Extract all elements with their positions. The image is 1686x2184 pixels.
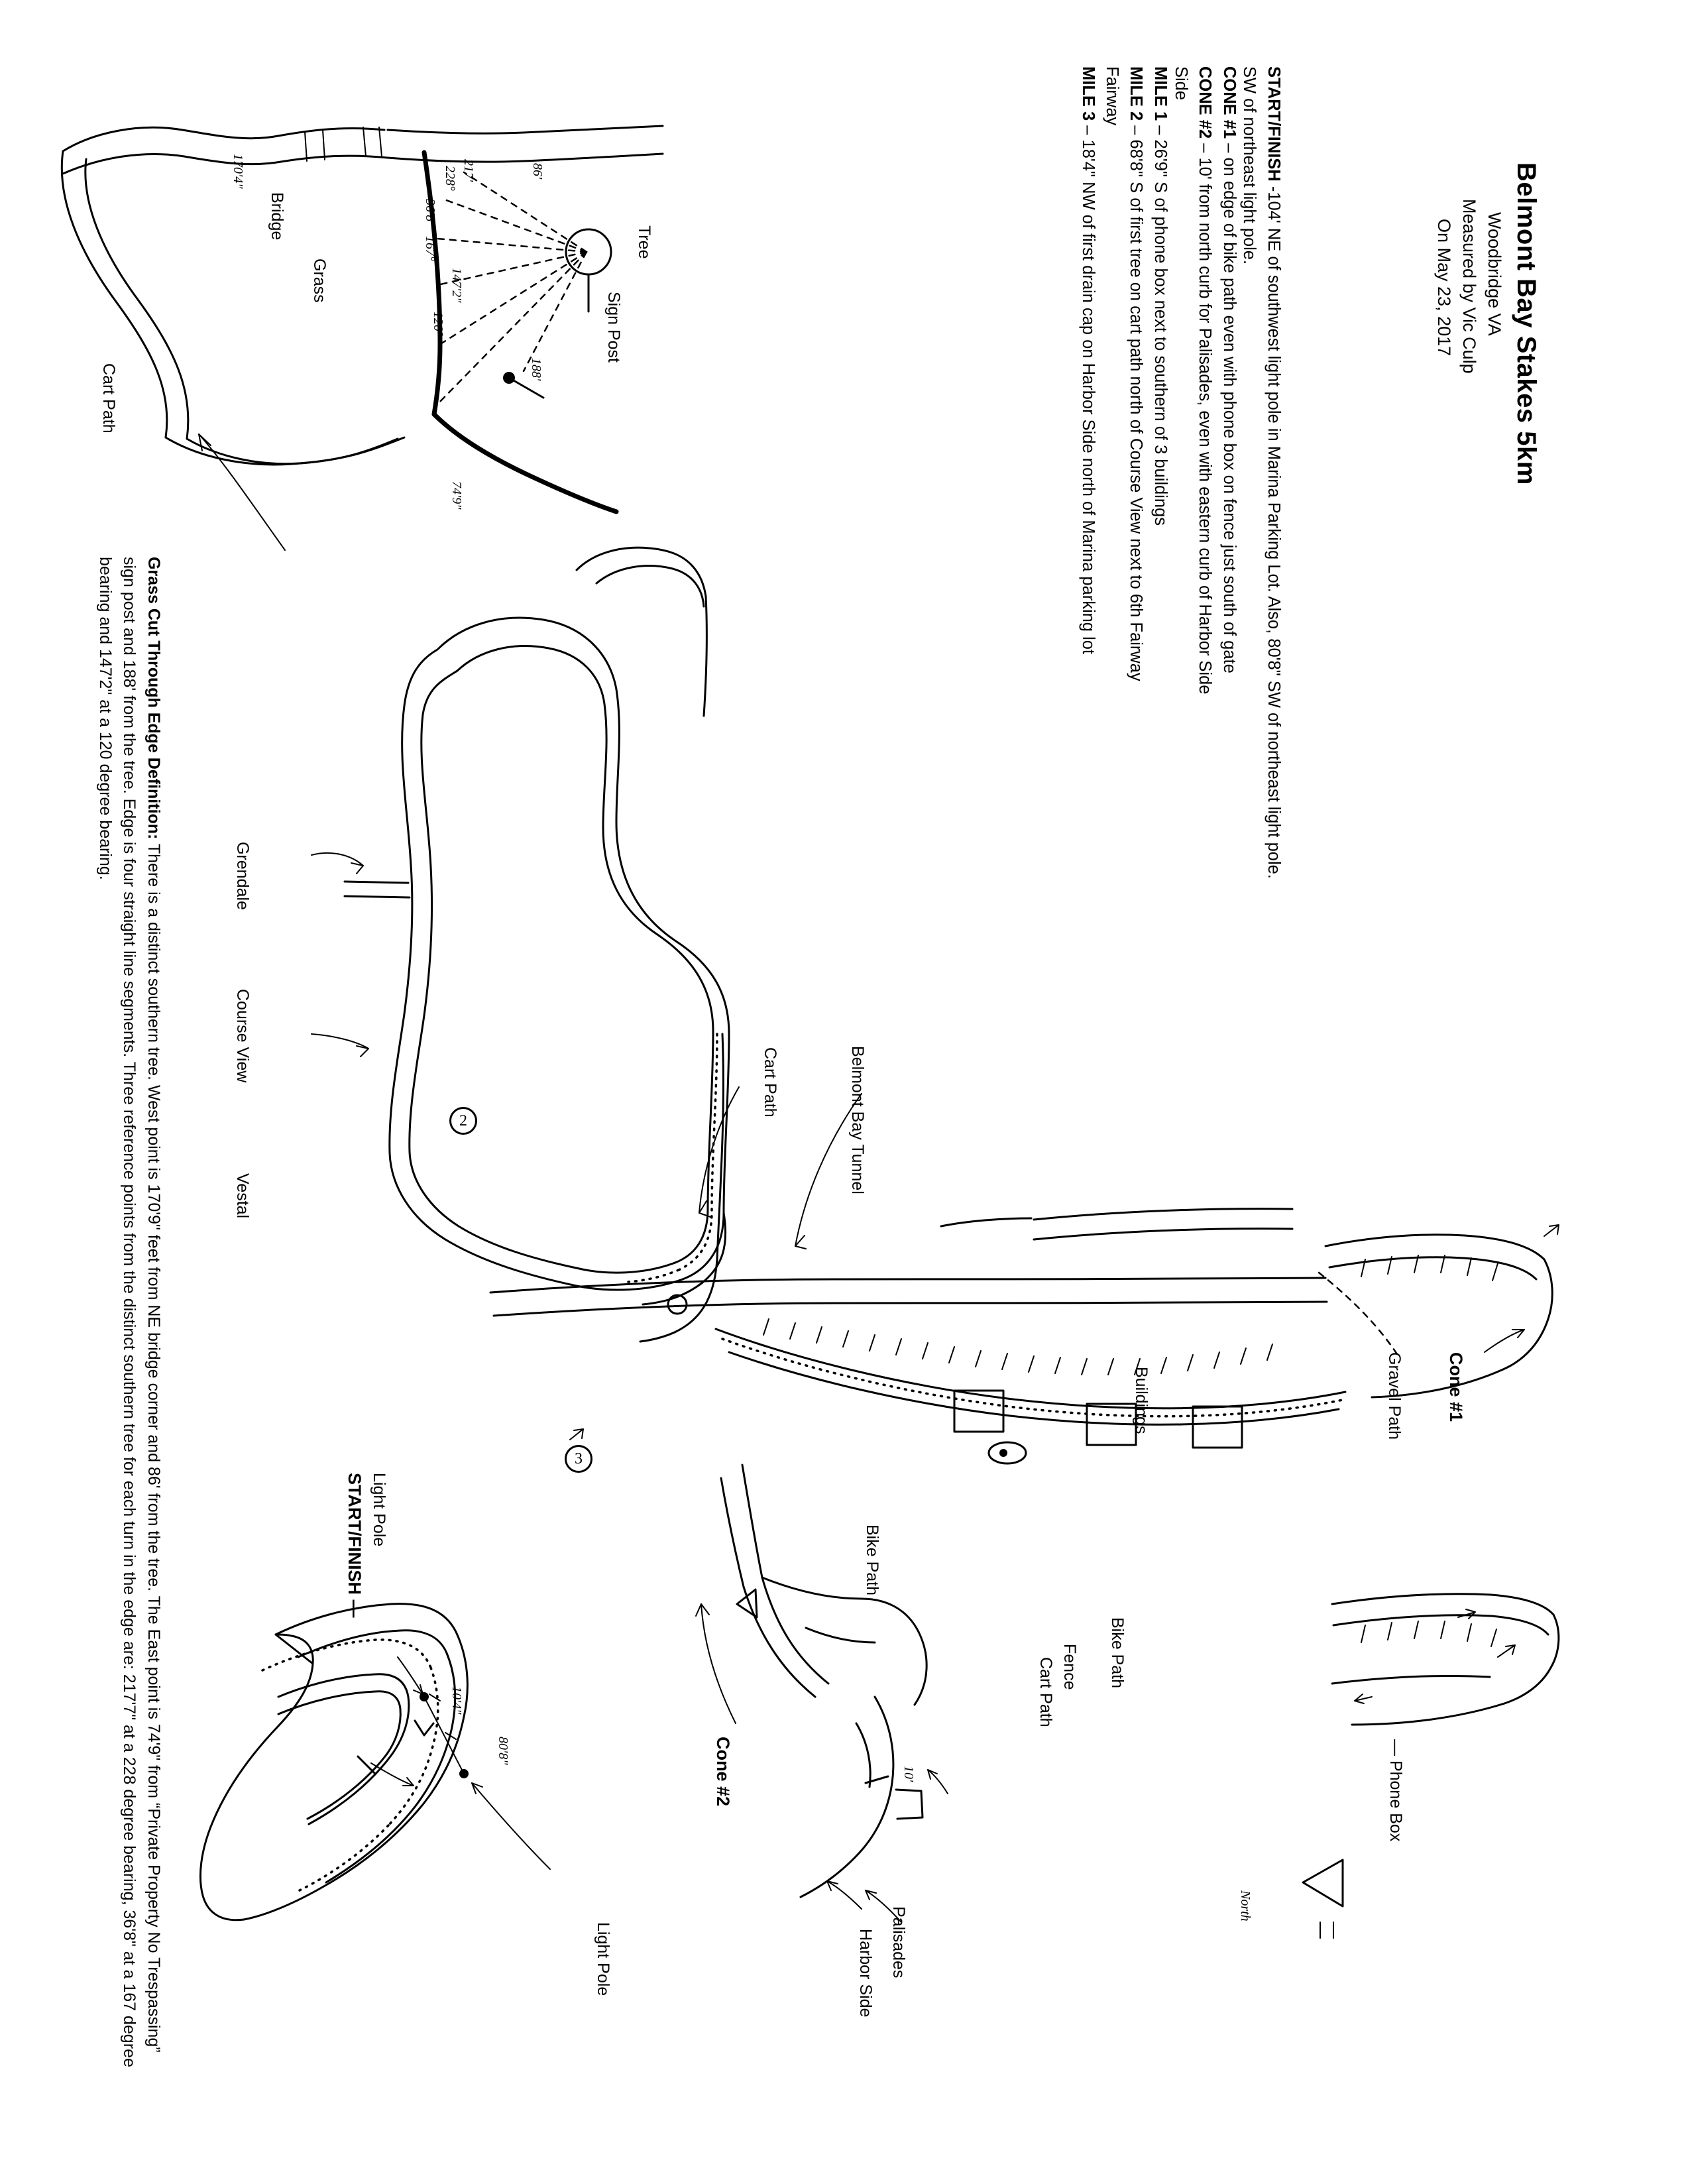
label-vestal: Vestal bbox=[233, 1173, 252, 1219]
legend-line-cone2: CONE #2 – 10' from north curb for Palisades, even with eastern curb of Harbor Side bbox=[1196, 66, 1214, 695]
legend-line-mile3: MILE 3 – 18'4" NW of first drain cap on Harbor Side north of Marina parking lot bbox=[1079, 66, 1097, 655]
legend-wrap-startfinish: SW of northeast light pole. bbox=[1240, 66, 1259, 265]
label-bridge: Bridge bbox=[268, 192, 286, 241]
edge-definition-text: There is a distinct southern tree. West point is 170'9" feet from NE bridge corner and 86' from the tree. The East point is 74'9" from “Private Property No Trespassing” sign post and 188' from the tree. Edge is four straight line segments. Three reference points from the distinct southern tree for each turn in the edge are: 217'7" at a 228 degree bearing, 36'8" at a 167 degree bearing and 147'2" at a 120 degree bearing. bbox=[96, 557, 163, 2067]
label-cart-path-left: Cart Path bbox=[99, 363, 118, 433]
edge-definition-title: Grass Cut Through Edge Definition: bbox=[144, 557, 163, 840]
label-north-arrow: North bbox=[1238, 1890, 1253, 1922]
page-location: Woodbridge VA bbox=[1485, 212, 1504, 336]
label-fence: Fence bbox=[1060, 1644, 1079, 1690]
measure-170-4: 170'4" bbox=[231, 154, 245, 189]
measure-80-8: 80'8" bbox=[496, 1737, 510, 1765]
measure-74-9: 74'9" bbox=[449, 481, 464, 510]
label-bike-path-mid: Bike Path bbox=[863, 1524, 881, 1596]
measure-147-2: 147'2" bbox=[449, 268, 464, 303]
legend-line-mile2: MILE 2 – 68'8" S of first tree on cart path north of Course View next to 6th Fairway bbox=[1127, 66, 1145, 681]
measure-228: 228° bbox=[443, 166, 457, 191]
legend-line-cone1: CONE #1 – on edge of bike path even with phone box on fence just south of gate bbox=[1220, 66, 1239, 673]
legend-label-mile1: MILE 1 bbox=[1151, 66, 1170, 121]
legend-label-cone2: CONE #2 bbox=[1196, 66, 1214, 139]
label-cart-path-mid: Cart Path bbox=[761, 1047, 779, 1118]
label-grendale: Grendale bbox=[233, 842, 252, 910]
legend-text-startfinish: 104' NE of southwest light pole in Marina Parking Lot. Also, 80'8" SW of northeast light pole. bbox=[1264, 192, 1283, 879]
page-date: On May 23, 2017 bbox=[1434, 219, 1454, 357]
legend-label-mile2: MILE 2 bbox=[1127, 66, 1145, 121]
measure-86: 86' bbox=[530, 163, 545, 180]
label-cart-path-right: Cart Path bbox=[1037, 1657, 1055, 1727]
measure-188: 188' bbox=[529, 358, 543, 381]
mile-marker-3: 3 bbox=[565, 1445, 592, 1473]
measure-120: 120° bbox=[431, 312, 445, 337]
measure-10-4: 10'4" bbox=[449, 1686, 464, 1715]
legend-text-cone2: 10' from north curb for Palisades, even with eastern curb of Harbor Side bbox=[1196, 157, 1214, 695]
label-bike-path-right: Bike Path bbox=[1108, 1617, 1127, 1689]
legend-text-cone1: on edge of bike path even with phone box on fence just south of gate bbox=[1220, 157, 1239, 673]
label-start-finish: START/FINISH — bbox=[345, 1473, 365, 1618]
label-phone-box: — Phone Box bbox=[1386, 1739, 1405, 1842]
legend-label-cone1: CONE #1 bbox=[1220, 66, 1239, 139]
label-gravel-path: Gravel Path bbox=[1385, 1352, 1404, 1440]
label-belmont-bay-tunnel: Belmont Bay Tunnel bbox=[848, 1046, 867, 1194]
label-buildings: Buildings bbox=[1132, 1367, 1151, 1434]
measure-36-8: 36'8" bbox=[423, 199, 437, 227]
label-palisades: Palisades bbox=[889, 1906, 908, 1979]
label-course-view: Course View bbox=[233, 989, 252, 1083]
legend-label-startfinish: START/FINISH bbox=[1264, 66, 1283, 182]
measure-10-cone2: 10' bbox=[901, 1766, 916, 1782]
legend-wrap-cone2: Side bbox=[1172, 66, 1190, 101]
label-grass: Grass bbox=[310, 259, 329, 303]
legend-text-mile2: 68'8" S of first tree on cart path north of Course View next to 6th Fairway bbox=[1127, 139, 1145, 681]
page-measured-by: Measured by Vic Culp bbox=[1459, 199, 1479, 374]
label-tree: Tree bbox=[635, 225, 653, 259]
legend-line-startfinish: START/FINISH -104' NE of southwest light pole in Marina Parking Lot. Also, 80'8" SW of northeast light pole. bbox=[1264, 66, 1283, 879]
mile-marker-2: 2 bbox=[449, 1107, 477, 1135]
legend-line-mile1: MILE 1 – 26'9" S of phone box next to southern of 3 buildings bbox=[1151, 66, 1170, 526]
label-light-pole-top: Light Pole bbox=[370, 1473, 388, 1547]
label-sign-post: Sign Post bbox=[604, 292, 623, 363]
measure-167: 167° bbox=[423, 236, 437, 261]
label-light-pole-bottom: Light Pole bbox=[594, 1922, 612, 1996]
page-title: Belmont Bay Stakes 5km bbox=[1512, 162, 1541, 485]
measure-217: 217' bbox=[461, 159, 476, 182]
label-harbor-side: Harbor Side bbox=[856, 1929, 875, 2018]
legend-wrap-mile2: Fairway bbox=[1103, 66, 1121, 126]
legend-label-mile3: MILE 3 bbox=[1079, 66, 1097, 121]
label-cone1: Cone #1 bbox=[1446, 1352, 1466, 1422]
legend-text-mile1: 26'9" S of phone box next to southern of 3 buildings bbox=[1151, 139, 1170, 526]
legend-text-mile3: 18'4" NW of first drain cap on Harbor Side north of Marina parking lot bbox=[1079, 139, 1097, 655]
label-cone2: Cone #2 bbox=[713, 1737, 733, 1807]
